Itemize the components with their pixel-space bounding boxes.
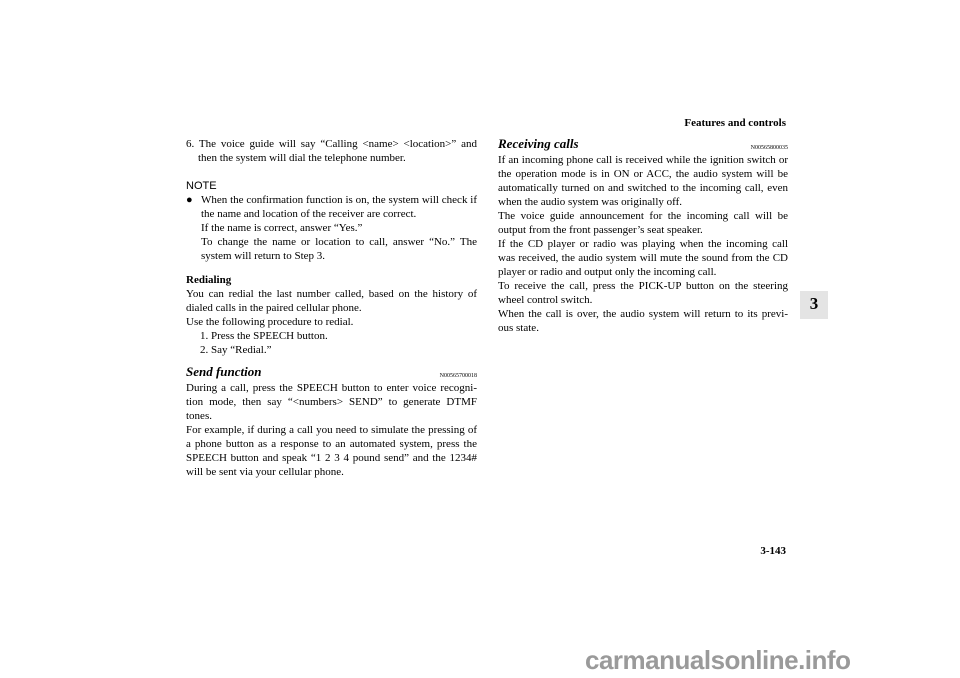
send-function-heading	[186, 365, 477, 379]
note-label: NOTE	[186, 180, 217, 192]
note-line-2: If the name is correct, answer “Yes.”	[201, 222, 363, 234]
note-bullet-text	[201, 193, 477, 263]
receiving-calls-heading	[498, 137, 788, 151]
right-column	[498, 137, 788, 335]
receiving-para-2: The voice guide announcement for the incoming call will be output from the front passenger’s seat speaker.	[498, 210, 788, 236]
redial-step-1: 1. Press the SPEECH button.	[200, 330, 328, 342]
chapter-number: 3	[809, 294, 819, 313]
receiving-para-3: If the CD player or radio was playing when the incoming call was received, the audio system will mute the sound from the CD player or radio and output only the incoming call.	[498, 238, 788, 278]
redialing-para-1: You can redial the last number called, based on the history of dialed calls in the paired cellular phone.	[186, 288, 477, 314]
redialing-para-2: Use the following procedure to redial.	[186, 316, 354, 328]
send-function-para-1: During a call, press the SPEECH button to enter voice recogni-tion mode, then say “<numbers> SEND” to generate DTMF tones.	[186, 382, 477, 422]
send-function-code: N00565700018	[439, 373, 477, 379]
watermark: carmanualsonline.info	[585, 645, 851, 675]
left-column	[186, 137, 477, 479]
redial-step-2: 2. Say “Redial.”	[200, 344, 272, 356]
note-line-1: When the confirmation function is on, the system will check if the name and location of the receiver are correct.	[201, 194, 477, 220]
note-line-3: To change the name or location to call, answer “No.” The system will return to Step 3.	[201, 236, 477, 262]
note-bullet-item	[186, 193, 477, 263]
send-function-para-2: For example, if during a call you need to simulate the pressing of a phone button as a response to an automated system, press the SPEECH button and speak “1 2 3 4 pound send” and the 1234# will be sent via your cellular phone.	[186, 424, 477, 478]
redialing-heading: Redialing	[186, 274, 232, 286]
receiving-para-1: If an incoming phone call is received while the ignition switch or the operation mode is in ON or ACC, the audio system will be automatically turned on and switched to the incoming call, even when the audio system was originally off.	[498, 154, 788, 208]
send-function-title: Send function	[186, 364, 262, 379]
page-number: 3-143	[760, 545, 786, 557]
step-6: 6. The voice guide will say “Calling <name> <location>” and then the system will dial the telephone number.	[186, 138, 477, 164]
bullet-dot-icon: ●	[186, 194, 193, 206]
receiving-calls-title: Receiving calls	[498, 136, 579, 151]
receiving-calls-code: N00565800035	[750, 145, 788, 151]
receiving-para-5: When the call is over, the audio system will return to its previ-ous state.	[498, 308, 788, 334]
receiving-para-4: To receive the call, press the PICK-UP button on the steering wheel control switch.	[498, 280, 788, 306]
running-header: Features and controls	[684, 117, 786, 129]
